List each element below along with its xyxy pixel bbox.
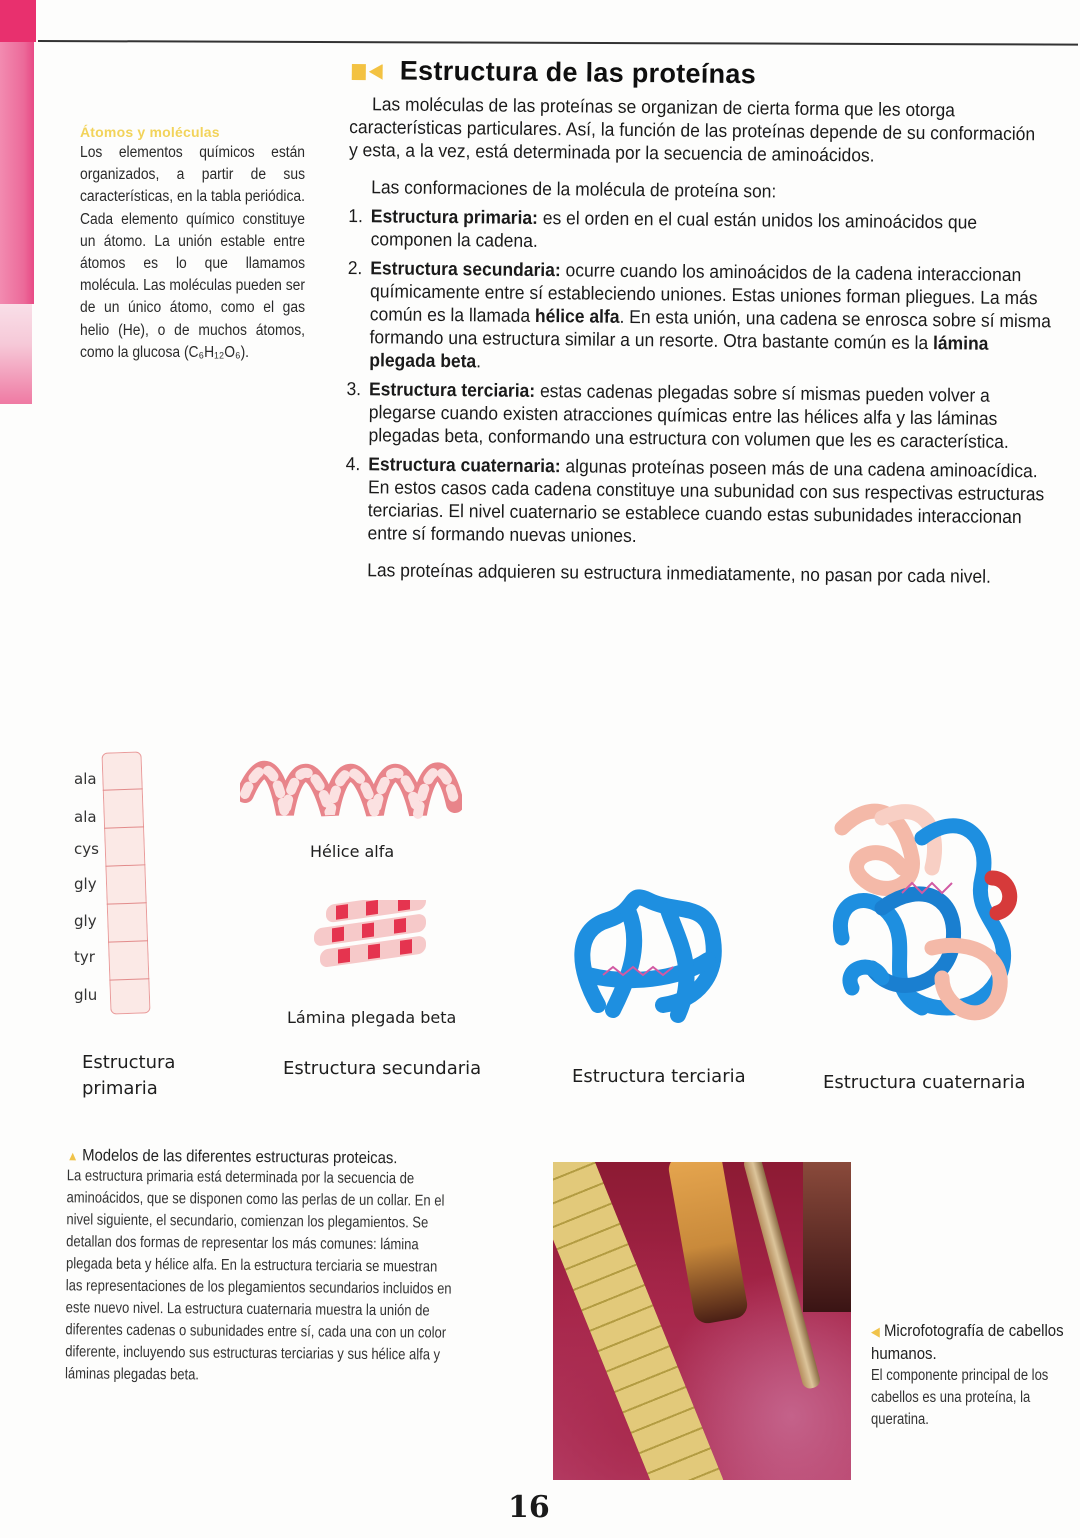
amino-acid-label: gly	[74, 875, 97, 893]
tertiary-label: Estructura terciaria	[572, 1066, 746, 1087]
amino-acid-label: ala	[74, 770, 97, 788]
sheet-label: Lámina plegada beta	[287, 1008, 457, 1027]
amino-acid-label: cys	[74, 840, 99, 858]
helix-label: Hélice alfa	[310, 842, 395, 861]
beta-sheet-illustration	[306, 900, 436, 980]
tertiary-structure-illustration	[568, 880, 728, 1025]
protein-structures-figure	[60, 740, 1050, 1120]
section-marker-icon	[352, 61, 388, 81]
amino-acid-label: glu	[74, 986, 98, 1004]
photo-caption	[871, 1320, 1071, 1431]
hair-micrograph-photo	[553, 1162, 851, 1480]
quaternary-label: Estructura cuaternaria	[823, 1072, 1026, 1093]
caption-text: La estructura primaria está determinada por la secuencia de aminoácidos, que se disponen como las perlas de un collar. En el nivel siguiente, el secundario, comienzan los plegamientos. Se detallan dos formas de representar los más comunes: lámina plegada beta y hélice alfa. En la estructura terciaria se muestran las representaciones de los plegamientos secundarios incluidos en este nuevo nivel. La estructura cuaternaria muestra la unión de diferentes cadenas o subunidades entre sí, cada una con un color diferente, incluyendo sus estructuras terciarias y sus hélice alfa y láminas plegadas beta.	[64, 1167, 452, 1384]
secondary-label: Estructura secundaria	[283, 1058, 482, 1079]
photo-caption-lead: Microfotografía de cabellos humanos.	[871, 1321, 1064, 1363]
sidebar-note	[80, 124, 305, 364]
page-tab-strip	[0, 42, 34, 304]
caption-lead: Modelos de las diferentes estructuras proteicas.	[82, 1146, 398, 1168]
page-tab-top	[0, 0, 36, 42]
main-section	[344, 55, 1051, 588]
triangle-up-icon: ▲	[66, 1148, 79, 1164]
primary-label: Estructura primaria	[82, 1052, 176, 1099]
structure-list	[345, 204, 1051, 551]
section-title: Estructura de las proteínas	[399, 55, 757, 90]
photo-caption-text: El componente principal de los cabellos es una proteína, la queratina.	[871, 1367, 1049, 1428]
page-tab-strip-light	[0, 304, 32, 404]
sidebar-text: Los elementos químicos están organizados, a partir de sus características, en la tabla periódica. Cada elemento químico constituye un átomo. La unión estable entre átomos es lo que llamamos molécula. Las moléculas pueden ser de un único átomo, como el gas helio (He), o de muchos átomos, como la glucosa (C₆H₁₂O₆).	[80, 144, 305, 361]
primary-chain-illustration	[101, 751, 150, 1014]
triangle-left-icon: ◀	[871, 1324, 880, 1339]
list-item: 2. Estructura secundaria: ocurre cuando los aminoácidos de la cadena interaccionan químicamente entre sí estableciendo uniones. Estas uniones forman pliegues. La más común es la llamada hélice alfa. En esta unión, una cadena se enrosca sobre sí misma formando una estructura similar a un resorte. Otra bastante común es la lámina plegada beta.	[347, 256, 1051, 372]
amino-acid-label: tyr	[74, 948, 95, 966]
section-heading	[352, 55, 1040, 93]
amino-acid-label: ala	[74, 808, 97, 826]
list-item: 1. Estructura primaria: es el orden en el cual están unidos los aminoácidos que componen la cadena.	[348, 204, 978, 251]
figure-caption	[65, 1146, 457, 1388]
page-number: 16	[508, 1490, 550, 1525]
intro-paragraph: Las moléculas de las proteínas se organizan de cierta forma que les otorga características particulares. Así, la función de las proteínas depende de su conformación y esta, a la vez, está determinada por la secuencia de aminoácidos.	[348, 93, 1036, 166]
header-rule	[38, 40, 1078, 46]
closing-paragraph: Las proteínas adquieren su estructura inmediatamente, no pasan por cada nivel.	[367, 559, 992, 587]
alpha-helix-illustration	[240, 754, 462, 826]
amino-acid-label: gly	[74, 912, 97, 930]
list-item: 4. Estructura cuaternaria: algunas proteínas poseen más de una cadena aminoacídica. En estos casos cada cadena constituye una subunidad con sus respectivas estructuras terciarias. El nivel cuaternario se establece cuando estas subunidades interaccionan entre sí formando nuevas uniones.	[345, 452, 1045, 547]
glucose-formula: glucosa (C₆H₁₂O₆).	[132, 343, 250, 361]
quaternary-structure-illustration	[822, 798, 1022, 1028]
list-intro: Las conformaciones de la molécula de proteína son:	[371, 176, 777, 202]
sidebar-title: Átomos y moléculas	[80, 124, 220, 140]
list-item: 3. Estructura terciaria: estas cadenas plegadas sobre sí mismas pueden volver a plegarse cuando existen atracciones químicas entre las hélices alfa y las láminas plegadas beta, conformando una estructura con volumen que les es característica.	[346, 377, 1009, 452]
